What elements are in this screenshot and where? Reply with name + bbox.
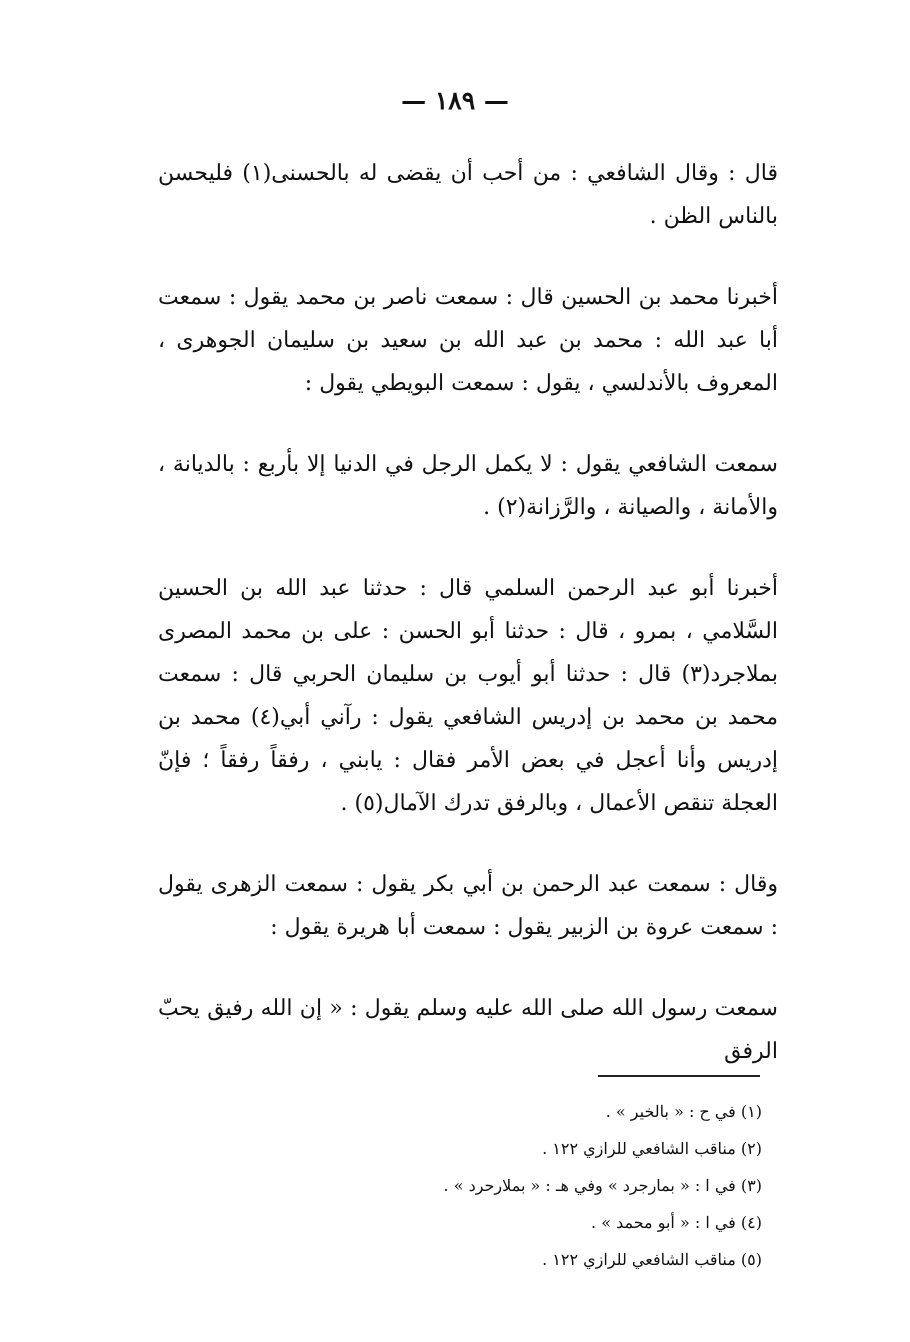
paragraph-2: أخبرنا محمد بن الحسين قال : سمعت ناصر بن محمد يقول : سمعت أبا عبد الله : محمد بن عبد الله بن سعيد بن سليمان الجوهرى ، المعروف بالأندلسي ، يقول : سمعت البويطي يقول : [158, 285, 778, 396]
footnote-separator [598, 1075, 760, 1077]
footnotes [300, 1093, 762, 1278]
main-text [158, 152, 778, 1111]
paragraph-5: وقال : سمعت عبد الرحمن بن أبي بكر يقول : سمعت الزهرى يقول : سمعت عروة بن الزبير يقول : سمعت أبا هريرة يقول : [158, 872, 778, 940]
footnote-5: (٥) مناقب الشافعي للرازي ١٢٢ . [542, 1250, 762, 1269]
paragraph-4: أخبرنا أبو عبد الرحمن السلمي قال : حدثنا عبد الله بن الحسين السَّلامي ، بمرو ، قال : حدثنا أبو الحسن : على بن محمد المصرى بملاجرد(٣) قال : حدثنا أبو أيوب بن سليمان الحربي قال : سمعت محمد بن محمد بن إدريس الشافعي يقول : رآني أبي(٤) محمد بن إدريس وأنا أعجل في بعض الأمر فقال : يابني ، رفقاً رفقاً ؛ فإنّ العجلة تنقص الأعمال ، وبالرفق تدرك الآمال(٥) . [158, 576, 778, 816]
footnote-2: (٢) مناقب الشافعي للرازي ١٢٢ . [542, 1139, 762, 1158]
paragraph-6: سمعت رسول الله صلى الله عليه وسلم يقول : « إن الله رفيق يحبّ الرفق [158, 996, 778, 1064]
page-number: — ١٨٩ — [401, 86, 509, 115]
footnote-3: (٣) في ا : « بمارجرد » وفي هـ : « بملارحرد » . [443, 1176, 762, 1195]
paragraph-3: سمعت الشافعي يقول : لا يكمل الرجل في الدنيا إلا بأربع : بالديانة ، والأمانة ، والصيانة ، والرَّزانة(٢) . [158, 452, 778, 520]
footnote-1: (١) في ح : « بالخير » . [605, 1102, 762, 1121]
paragraph-1: قال : وقال الشافعي : من أحب أن يقضى له بالحسنى(١) فليحسن بالناس الظن . [158, 161, 779, 229]
footnote-4: (٤) في ا : « أبو محمد » . [591, 1213, 762, 1232]
